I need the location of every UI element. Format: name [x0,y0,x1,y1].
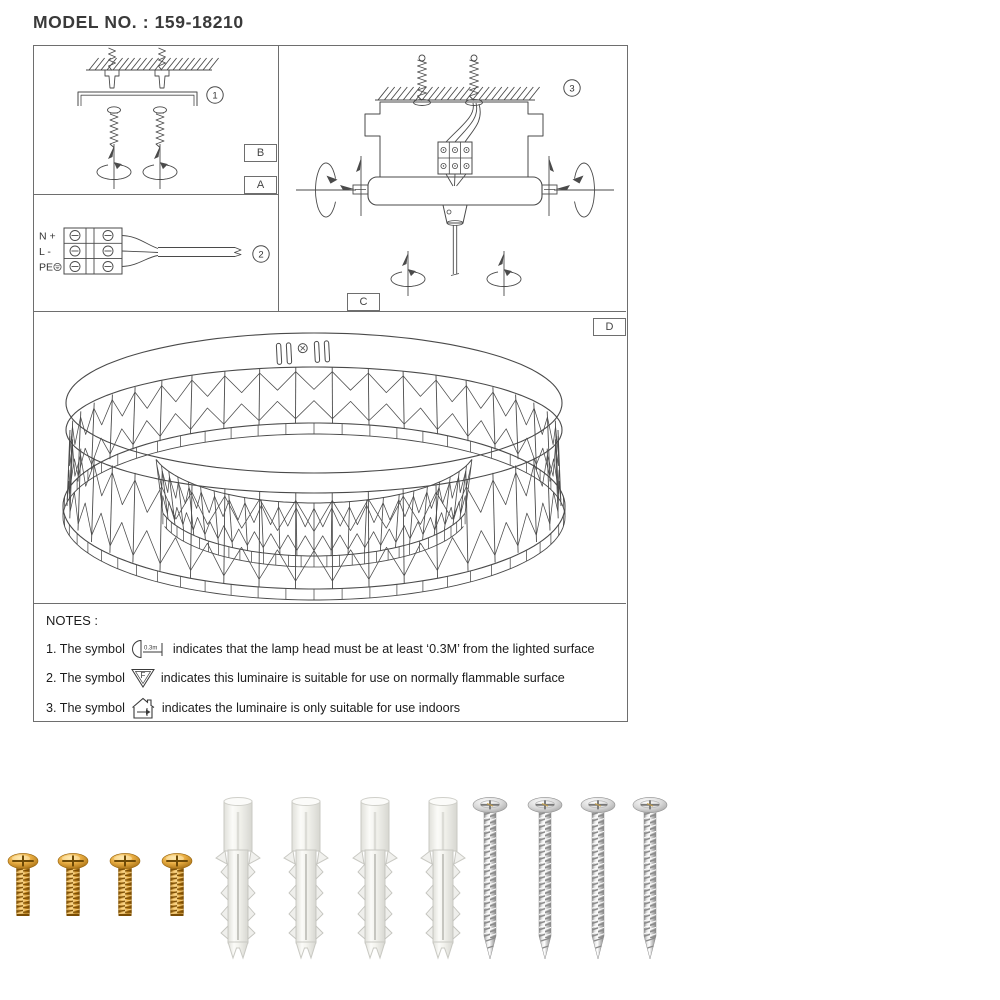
notes-heading: NOTES : [46,613,99,628]
note-text: indicates this luminaire is suitable for use on normally flammable surface [160,671,565,685]
terminal-wiring-diagram [34,195,278,311]
step-number: 2 [258,249,264,261]
panel-label-d: D [593,318,626,336]
fixture-overview-panel [34,313,626,603]
indoor-use-only-icon [130,696,157,720]
note-text: indicates the luminaire is only suitable for use indoors [161,701,461,715]
long-fixing-screws [473,797,667,959]
bracket-mounting-diagram [34,46,278,194]
terminal-label-earth: PE [39,261,54,274]
note-prefix: 1. The symbol [46,642,125,656]
terminal-label-neutral: N + [39,230,56,243]
min-distance-0.3m-icon [130,638,168,660]
diagram-area [34,46,626,720]
earth-symbol-icon [54,263,61,270]
note-item [46,667,614,689]
crystal-ring-ceiling-light-drawing [34,313,626,603]
step-1-drill-and-bracket-panel [34,46,278,194]
step-2-wiring-panel [34,195,278,311]
step-number: 1 [212,90,218,102]
distance-label: 0.3m [143,645,158,652]
f-mark-letter: F [140,671,146,680]
f-mark-flammable-surface-icon [130,667,156,689]
included-hardware-photo-row [0,740,1000,1000]
note-item [46,638,614,660]
ceiling-hatch-and-screws [78,48,219,189]
panel-label-c: C [347,293,380,311]
note-prefix: 3. The symbol [46,701,125,715]
note-prefix: 2. The symbol [46,671,125,685]
step-number: 3 [569,83,575,95]
canopy-mounting-diagram [280,46,626,311]
terminal-block-drawing [64,228,241,274]
wall-plug-anchors [216,798,465,959]
notes-section [34,605,626,720]
panel-label-a: A [244,176,277,194]
terminal-label-live: L - [39,246,51,258]
note-text: indicates that the lamp head must be at least ‘0.3M’ from the lighted surface [172,642,595,656]
note-item [46,696,614,720]
diagram-frame [33,45,628,722]
panel-label-b: B [244,144,277,162]
model-number-title: MODEL NO. : 159-18210 [33,12,244,32]
canopy-drawing [296,55,614,296]
step-3-fix-canopy-panel [280,46,626,311]
gold-mounting-screws [8,853,192,916]
